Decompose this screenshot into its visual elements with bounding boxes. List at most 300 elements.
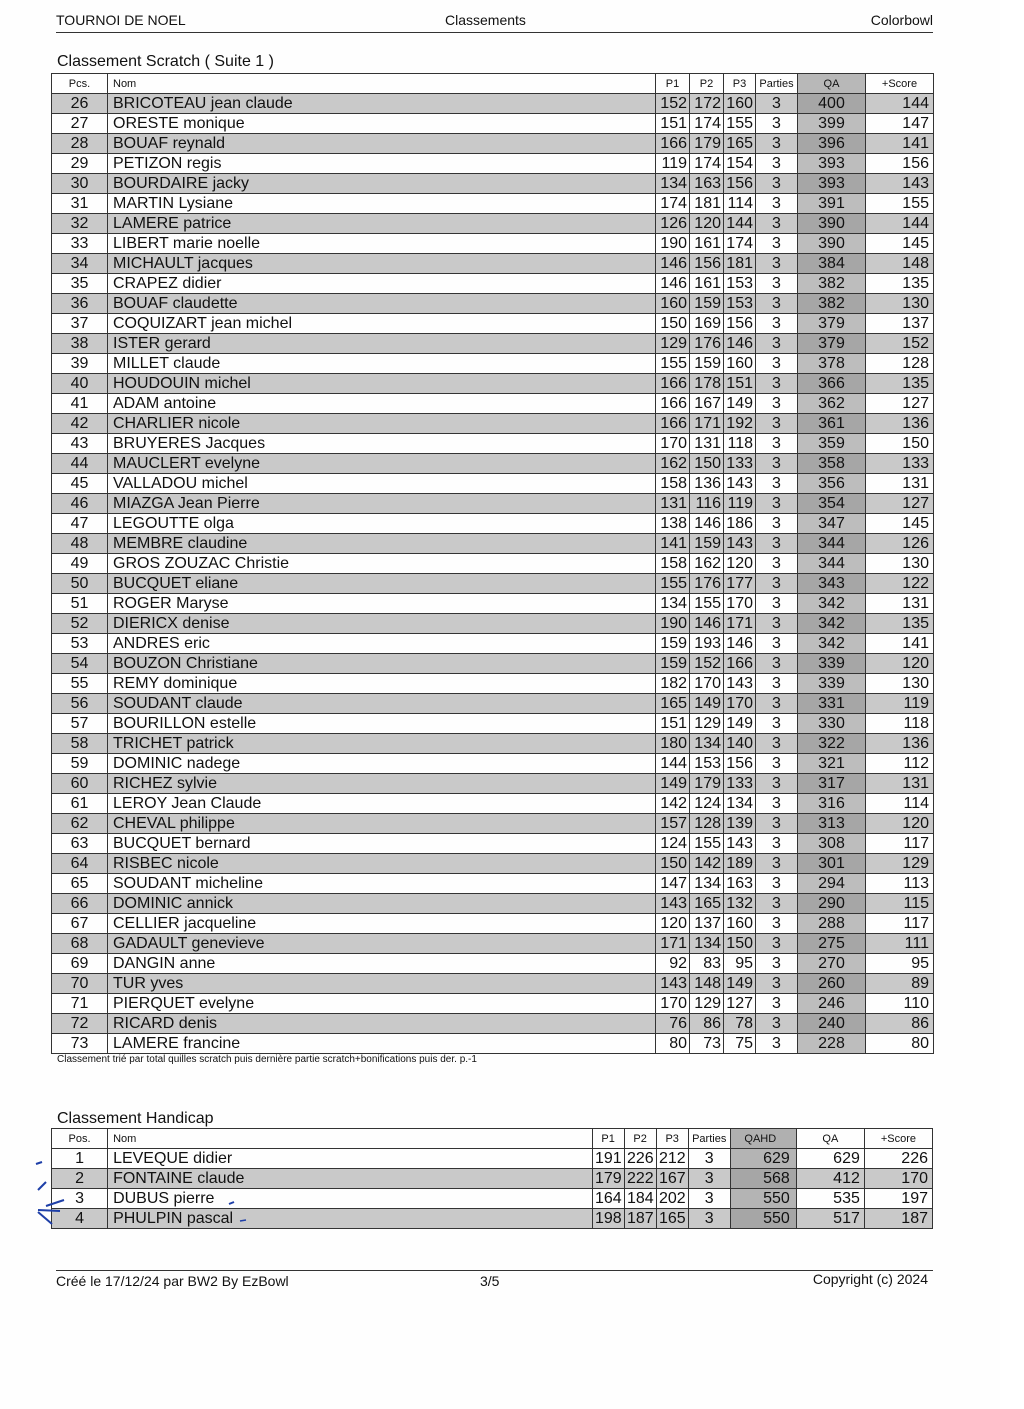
game1-cell: 146 bbox=[656, 274, 690, 294]
plus-score-cell: 111 bbox=[866, 934, 934, 954]
qahd-cell: 550 bbox=[730, 1189, 796, 1209]
rank-cell: 1 bbox=[52, 1149, 108, 1169]
game3-cell: 143 bbox=[724, 834, 756, 854]
plus-score-cell: 114 bbox=[866, 794, 934, 814]
games-count-cell: 3 bbox=[756, 834, 798, 854]
game1-cell: 179 bbox=[592, 1169, 624, 1189]
game3-cell: 177 bbox=[724, 574, 756, 594]
game1-cell: 147 bbox=[656, 874, 690, 894]
game3-cell: 160 bbox=[724, 354, 756, 374]
qa-cell: 316 bbox=[798, 794, 866, 814]
plus-score-cell: 131 bbox=[866, 774, 934, 794]
plus-score-cell: 115 bbox=[866, 894, 934, 914]
plus-score-cell: 155 bbox=[866, 194, 934, 214]
game2-cell: 161 bbox=[690, 274, 724, 294]
game1-cell: 129 bbox=[656, 334, 690, 354]
games-count-cell: 3 bbox=[756, 474, 798, 494]
game2-cell: 149 bbox=[690, 694, 724, 714]
games-count-cell: 3 bbox=[756, 314, 798, 334]
plus-score-cell: 143 bbox=[866, 174, 934, 194]
player-name-cell: DUBUS pierre bbox=[108, 1189, 593, 1209]
col-parties-header: Parties bbox=[756, 74, 798, 94]
game1-cell: 143 bbox=[656, 974, 690, 994]
game2-cell: 134 bbox=[690, 734, 724, 754]
game2-cell: 159 bbox=[690, 294, 724, 314]
game2-cell: 187 bbox=[624, 1209, 656, 1229]
game2-cell: 179 bbox=[690, 134, 724, 154]
game2-cell: 178 bbox=[690, 374, 724, 394]
game3-cell: 143 bbox=[724, 474, 756, 494]
qa-cell: 343 bbox=[798, 574, 866, 594]
game2-cell: 159 bbox=[690, 354, 724, 374]
games-count-cell: 3 bbox=[756, 234, 798, 254]
game1-cell: 80 bbox=[656, 1034, 690, 1054]
plus-score-cell: 120 bbox=[866, 654, 934, 674]
game3-cell: 140 bbox=[724, 734, 756, 754]
copyright: Copyright (c) 2024 bbox=[812, 1271, 928, 1287]
player-name-cell: LEROY Jean Claude bbox=[108, 794, 656, 814]
player-name-cell: CHEVAL philippe bbox=[108, 814, 656, 834]
games-count-cell: 3 bbox=[688, 1169, 730, 1189]
game1-cell: 166 bbox=[656, 394, 690, 414]
qa-cell: 384 bbox=[798, 254, 866, 274]
qa-cell: 294 bbox=[798, 874, 866, 894]
games-count-cell: 3 bbox=[756, 174, 798, 194]
rank-cell: 4 bbox=[52, 1209, 108, 1229]
player-name-cell: RISBEC nicole bbox=[108, 854, 656, 874]
games-count-cell: 3 bbox=[756, 794, 798, 814]
qa-cell: 308 bbox=[798, 834, 866, 854]
game3-cell: 149 bbox=[724, 974, 756, 994]
game3-cell: 75 bbox=[724, 1034, 756, 1054]
player-name-cell: TUR yves bbox=[108, 974, 656, 994]
player-name-cell: PETIZON regis bbox=[108, 154, 656, 174]
qa-cell: 356 bbox=[798, 474, 866, 494]
player-name-cell: BUCQUET eliane bbox=[108, 574, 656, 594]
game2-cell: 174 bbox=[690, 114, 724, 134]
player-name-cell: LAMERE patrice bbox=[108, 214, 656, 234]
player-name-cell: MICHAULT jacques bbox=[108, 254, 656, 274]
games-count-cell: 3 bbox=[756, 754, 798, 774]
creation-info: Créé le 17/12/24 par BW2 By EzBowl bbox=[56, 1273, 289, 1289]
games-count-cell: 3 bbox=[688, 1209, 730, 1229]
game3-cell: 139 bbox=[724, 814, 756, 834]
player-name-cell: GADAULT genevieve bbox=[108, 934, 656, 954]
player-name-cell: DOMINIC nadege bbox=[108, 754, 656, 774]
qa-cell: 396 bbox=[798, 134, 866, 154]
game2-cell: 156 bbox=[690, 254, 724, 274]
plus-score-cell: 187 bbox=[864, 1209, 932, 1229]
game1-cell: 149 bbox=[656, 774, 690, 794]
game1-cell: 166 bbox=[656, 134, 690, 154]
game2-cell: 116 bbox=[690, 494, 724, 514]
plus-score-cell: 137 bbox=[866, 314, 934, 334]
rank-cell: 42 bbox=[52, 414, 108, 434]
plus-score-cell: 130 bbox=[866, 294, 934, 314]
qa-cell: 362 bbox=[798, 394, 866, 414]
game2-cell: 150 bbox=[690, 454, 724, 474]
game2-cell: 169 bbox=[690, 314, 724, 334]
game2-cell: 184 bbox=[624, 1189, 656, 1209]
qa-cell: 228 bbox=[798, 1034, 866, 1054]
player-name-cell: ISTER gerard bbox=[108, 334, 656, 354]
game1-cell: 165 bbox=[656, 694, 690, 714]
game2-cell: 226 bbox=[624, 1149, 656, 1169]
rank-cell: 3 bbox=[52, 1189, 108, 1209]
plus-score-cell: 197 bbox=[864, 1189, 932, 1209]
qa-cell: 342 bbox=[798, 634, 866, 654]
plus-score-cell: 128 bbox=[866, 354, 934, 374]
player-name-cell: HOUDOUIN michel bbox=[108, 374, 656, 394]
plus-score-cell: 145 bbox=[866, 234, 934, 254]
game2-cell: 86 bbox=[690, 1014, 724, 1034]
player-name-cell: BOURDAIRE jacky bbox=[108, 174, 656, 194]
qa-cell: 344 bbox=[798, 534, 866, 554]
player-name-cell: MILLET claude bbox=[108, 354, 656, 374]
qa-cell: 331 bbox=[798, 694, 866, 714]
rank-cell: 47 bbox=[52, 514, 108, 534]
game3-cell: 189 bbox=[724, 854, 756, 874]
game2-cell: 83 bbox=[690, 954, 724, 974]
games-count-cell: 3 bbox=[756, 434, 798, 454]
plus-score-cell: 145 bbox=[866, 514, 934, 534]
game2-cell: 174 bbox=[690, 154, 724, 174]
player-name-cell: COQUIZART jean michel bbox=[108, 314, 656, 334]
player-name-cell: LAMERE francine bbox=[108, 1034, 656, 1054]
games-count-cell: 3 bbox=[756, 274, 798, 294]
scratch-title: Classement Scratch ( Suite 1 ) bbox=[57, 53, 274, 70]
game3-cell: 181 bbox=[724, 254, 756, 274]
rank-cell: 67 bbox=[52, 914, 108, 934]
rank-cell: 71 bbox=[52, 994, 108, 1014]
rank-cell: 51 bbox=[52, 594, 108, 614]
game3-cell: 120 bbox=[724, 554, 756, 574]
games-count-cell: 3 bbox=[756, 354, 798, 374]
plus-score-cell: 170 bbox=[864, 1169, 932, 1189]
game3-cell: 163 bbox=[724, 874, 756, 894]
rank-cell: 60 bbox=[52, 774, 108, 794]
rank-cell: 40 bbox=[52, 374, 108, 394]
games-count-cell: 3 bbox=[756, 454, 798, 474]
qa-cell: 339 bbox=[798, 654, 866, 674]
game3-cell: 156 bbox=[724, 754, 756, 774]
game3-cell: 202 bbox=[656, 1189, 688, 1209]
game1-cell: 162 bbox=[656, 454, 690, 474]
rank-cell: 70 bbox=[52, 974, 108, 994]
plus-score-cell: 226 bbox=[864, 1149, 932, 1169]
qa-cell: 290 bbox=[798, 894, 866, 914]
game1-cell: 198 bbox=[592, 1209, 624, 1229]
rank-cell: 39 bbox=[52, 354, 108, 374]
player-name-cell: BOUAF reynald bbox=[108, 134, 656, 154]
qa-cell: 354 bbox=[798, 494, 866, 514]
game2-cell: 134 bbox=[690, 874, 724, 894]
player-name-cell: RICARD denis bbox=[108, 1014, 656, 1034]
games-count-cell: 3 bbox=[756, 814, 798, 834]
game2-cell: 129 bbox=[690, 714, 724, 734]
game3-cell: 114 bbox=[724, 194, 756, 214]
qa-cell: 240 bbox=[798, 1014, 866, 1034]
pen-mark bbox=[38, 1182, 46, 1190]
plus-score-cell: 147 bbox=[866, 114, 934, 134]
game2-cell: 167 bbox=[690, 394, 724, 414]
games-count-cell: 3 bbox=[756, 574, 798, 594]
col-p2-header: P2 bbox=[690, 74, 724, 94]
games-count-cell: 3 bbox=[756, 514, 798, 534]
rank-cell: 54 bbox=[52, 654, 108, 674]
rank-cell: 30 bbox=[52, 174, 108, 194]
game3-cell: 78 bbox=[724, 1014, 756, 1034]
col-p1-header: P1 bbox=[656, 74, 690, 94]
plus-score-cell: 129 bbox=[866, 854, 934, 874]
game3-cell: 160 bbox=[724, 914, 756, 934]
game3-cell: 133 bbox=[724, 774, 756, 794]
plus-score-cell: 131 bbox=[866, 594, 934, 614]
game3-cell: 212 bbox=[656, 1149, 688, 1169]
plus-score-cell: 135 bbox=[866, 274, 934, 294]
game1-cell: 180 bbox=[656, 734, 690, 754]
game3-cell: 150 bbox=[724, 934, 756, 954]
game3-cell: 127 bbox=[724, 994, 756, 1014]
qa-cell: 317 bbox=[798, 774, 866, 794]
game2-cell: 176 bbox=[690, 334, 724, 354]
qa-cell: 382 bbox=[798, 274, 866, 294]
col-p1-header: P1 bbox=[592, 1129, 624, 1149]
player-name-cell: SOUDANT micheline bbox=[108, 874, 656, 894]
player-name-cell: CHARLIER nicole bbox=[108, 414, 656, 434]
col-parties-header: Parties bbox=[688, 1129, 730, 1149]
qa-cell: 288 bbox=[798, 914, 866, 934]
games-count-cell: 3 bbox=[756, 334, 798, 354]
game2-cell: 165 bbox=[690, 894, 724, 914]
player-name-cell: REMY dominique bbox=[108, 674, 656, 694]
plus-score-cell: 95 bbox=[866, 954, 934, 974]
games-count-cell: 3 bbox=[756, 294, 798, 314]
player-name-cell: ORESTE monique bbox=[108, 114, 656, 134]
game1-cell: 190 bbox=[656, 234, 690, 254]
qa-cell: 359 bbox=[798, 434, 866, 454]
game3-cell: 156 bbox=[724, 174, 756, 194]
game1-cell: 190 bbox=[656, 614, 690, 634]
game3-cell: 146 bbox=[724, 334, 756, 354]
game3-cell: 165 bbox=[724, 134, 756, 154]
game2-cell: 146 bbox=[690, 514, 724, 534]
player-name-cell: FONTAINE claude bbox=[108, 1169, 593, 1189]
venue-name: Colorbowl bbox=[870, 12, 933, 28]
game1-cell: 164 bbox=[592, 1189, 624, 1209]
game1-cell: 170 bbox=[656, 434, 690, 454]
plus-score-cell: 136 bbox=[866, 734, 934, 754]
rank-cell: 58 bbox=[52, 734, 108, 754]
game3-cell: 153 bbox=[724, 274, 756, 294]
qa-cell: 390 bbox=[798, 234, 866, 254]
game2-cell: 181 bbox=[690, 194, 724, 214]
qa-cell: 393 bbox=[798, 174, 866, 194]
game2-cell: 155 bbox=[690, 594, 724, 614]
plus-score-cell: 127 bbox=[866, 394, 934, 414]
game2-cell: 129 bbox=[690, 994, 724, 1014]
games-count-cell: 3 bbox=[756, 894, 798, 914]
game2-cell: 142 bbox=[690, 854, 724, 874]
game3-cell: 134 bbox=[724, 794, 756, 814]
pen-mark bbox=[240, 1220, 246, 1221]
rank-cell: 26 bbox=[52, 94, 108, 114]
games-count-cell: 3 bbox=[756, 734, 798, 754]
games-count-cell: 3 bbox=[756, 974, 798, 994]
qa-cell: 391 bbox=[798, 194, 866, 214]
player-name-cell: TRICHET patrick bbox=[108, 734, 656, 754]
rank-cell: 73 bbox=[52, 1034, 108, 1054]
rank-cell: 64 bbox=[52, 854, 108, 874]
game1-cell: 191 bbox=[592, 1149, 624, 1169]
rank-cell: 44 bbox=[52, 454, 108, 474]
games-count-cell: 3 bbox=[756, 1014, 798, 1034]
rank-cell: 31 bbox=[52, 194, 108, 214]
game1-cell: 126 bbox=[656, 214, 690, 234]
rank-cell: 68 bbox=[52, 934, 108, 954]
game3-cell: 174 bbox=[724, 234, 756, 254]
rank-cell: 65 bbox=[52, 874, 108, 894]
qa-cell: 321 bbox=[798, 754, 866, 774]
qa-cell: 275 bbox=[798, 934, 866, 954]
qa-cell: 366 bbox=[798, 374, 866, 394]
pen-mark bbox=[38, 1200, 64, 1224]
qa-cell: 393 bbox=[798, 154, 866, 174]
player-name-cell: BRUYERES Jacques bbox=[108, 434, 656, 454]
page-number: 3/5 bbox=[480, 1273, 500, 1289]
player-name-cell: BOURILLON estelle bbox=[108, 714, 656, 734]
player-name-cell: BOUAF claudette bbox=[108, 294, 656, 314]
header-section: Classements bbox=[445, 12, 526, 28]
game1-cell: 152 bbox=[656, 94, 690, 114]
game3-cell: 143 bbox=[724, 674, 756, 694]
plus-score-cell: 119 bbox=[866, 694, 934, 714]
game1-cell: 174 bbox=[656, 194, 690, 214]
qa-cell: 390 bbox=[798, 214, 866, 234]
game3-cell: 151 bbox=[724, 374, 756, 394]
col-p3-header: P3 bbox=[656, 1129, 688, 1149]
games-count-cell: 3 bbox=[756, 594, 798, 614]
game1-cell: 143 bbox=[656, 894, 690, 914]
rank-cell: 59 bbox=[52, 754, 108, 774]
qa-cell: 535 bbox=[796, 1189, 864, 1209]
qahd-cell: 550 bbox=[730, 1209, 796, 1229]
games-count-cell: 3 bbox=[756, 254, 798, 274]
game3-cell: 133 bbox=[724, 454, 756, 474]
games-count-cell: 3 bbox=[756, 714, 798, 734]
game3-cell: 192 bbox=[724, 414, 756, 434]
game1-cell: 160 bbox=[656, 294, 690, 314]
games-count-cell: 3 bbox=[756, 534, 798, 554]
player-name-cell: CRAPEZ didier bbox=[108, 274, 656, 294]
qa-cell: 347 bbox=[798, 514, 866, 534]
game1-cell: 119 bbox=[656, 154, 690, 174]
game1-cell: 150 bbox=[656, 854, 690, 874]
player-name-cell: BUCQUET bernard bbox=[108, 834, 656, 854]
player-name-cell: LIBERT marie noelle bbox=[108, 234, 656, 254]
qa-cell: 246 bbox=[798, 994, 866, 1014]
game3-cell: 149 bbox=[724, 714, 756, 734]
game3-cell: 149 bbox=[724, 394, 756, 414]
col-qahd-header: QAHD bbox=[730, 1129, 796, 1149]
plus-score-cell: 113 bbox=[866, 874, 934, 894]
plus-score-cell: 120 bbox=[866, 814, 934, 834]
qa-cell: 260 bbox=[798, 974, 866, 994]
games-count-cell: 3 bbox=[756, 494, 798, 514]
col-score-header: +Score bbox=[866, 74, 934, 94]
qa-cell: 399 bbox=[798, 114, 866, 134]
game3-cell: 153 bbox=[724, 294, 756, 314]
rank-cell: 33 bbox=[52, 234, 108, 254]
game1-cell: 138 bbox=[656, 514, 690, 534]
player-name-cell: LEGOUTTE olga bbox=[108, 514, 656, 534]
page-footer bbox=[56, 1270, 933, 1291]
game2-cell: 136 bbox=[690, 474, 724, 494]
rank-cell: 27 bbox=[52, 114, 108, 134]
plus-score-cell: 118 bbox=[866, 714, 934, 734]
rank-cell: 28 bbox=[52, 134, 108, 154]
qa-cell: 379 bbox=[798, 334, 866, 354]
col-name-header: Nom bbox=[108, 74, 656, 94]
game2-cell: 163 bbox=[690, 174, 724, 194]
game2-cell: 179 bbox=[690, 774, 724, 794]
player-name-cell: MAUCLERT evelyne bbox=[108, 454, 656, 474]
player-name-cell: LEVEQUE didier bbox=[108, 1149, 593, 1169]
handwritten-marks bbox=[0, 0, 300, 1409]
game3-cell: 155 bbox=[724, 114, 756, 134]
game2-cell: 131 bbox=[690, 434, 724, 454]
player-name-cell: MIAZGA Jean Pierre bbox=[108, 494, 656, 514]
player-name-cell: CELLIER jacqueline bbox=[108, 914, 656, 934]
game3-cell: 119 bbox=[724, 494, 756, 514]
qa-cell: 382 bbox=[798, 294, 866, 314]
games-count-cell: 3 bbox=[756, 554, 798, 574]
games-count-cell: 3 bbox=[756, 214, 798, 234]
games-count-cell: 3 bbox=[688, 1189, 730, 1209]
game1-cell: 182 bbox=[656, 674, 690, 694]
rank-cell: 57 bbox=[52, 714, 108, 734]
games-count-cell: 3 bbox=[756, 994, 798, 1014]
game3-cell: 132 bbox=[724, 894, 756, 914]
qa-cell: 629 bbox=[796, 1149, 864, 1169]
col-p3-header: P3 bbox=[724, 74, 756, 94]
plus-score-cell: 112 bbox=[866, 754, 934, 774]
rank-cell: 72 bbox=[52, 1014, 108, 1034]
game3-cell: 118 bbox=[724, 434, 756, 454]
plus-score-cell: 110 bbox=[866, 994, 934, 1014]
game2-cell: 120 bbox=[690, 214, 724, 234]
player-name-cell: RICHEZ sylvie bbox=[108, 774, 656, 794]
game3-cell: 170 bbox=[724, 694, 756, 714]
qa-cell: 517 bbox=[796, 1209, 864, 1229]
plus-score-cell: 117 bbox=[866, 914, 934, 934]
game3-cell: 156 bbox=[724, 314, 756, 334]
player-name-cell: DOMINIC annick bbox=[108, 894, 656, 914]
game2-cell: 146 bbox=[690, 614, 724, 634]
plus-score-cell: 127 bbox=[866, 494, 934, 514]
game2-cell: 176 bbox=[690, 574, 724, 594]
col-p2-header: P2 bbox=[624, 1129, 656, 1149]
rank-cell: 37 bbox=[52, 314, 108, 334]
plus-score-cell: 126 bbox=[866, 534, 934, 554]
games-count-cell: 3 bbox=[756, 774, 798, 794]
plus-score-cell: 122 bbox=[866, 574, 934, 594]
game1-cell: 142 bbox=[656, 794, 690, 814]
games-count-cell: 3 bbox=[756, 414, 798, 434]
games-count-cell: 3 bbox=[756, 654, 798, 674]
rank-cell: 66 bbox=[52, 894, 108, 914]
games-count-cell: 3 bbox=[756, 634, 798, 654]
